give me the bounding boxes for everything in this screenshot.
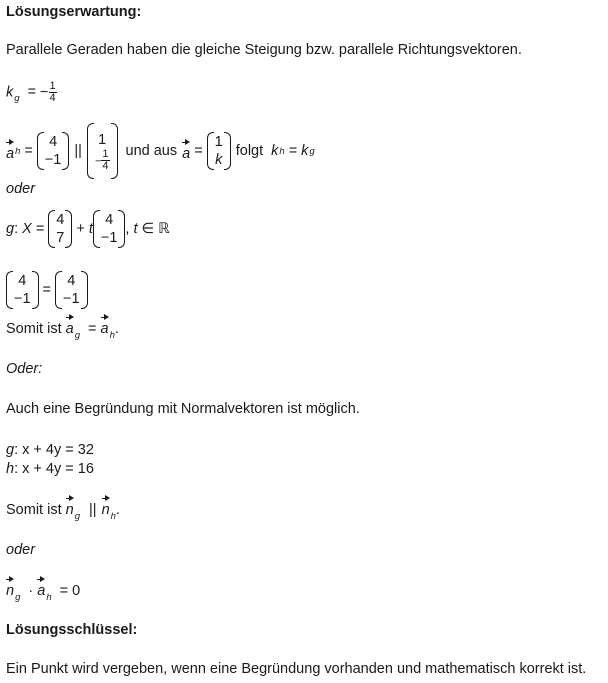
direction-vector-formula: a h = 4 −1 || 1 − $\frac{1}{4}$ und aus a = 1 k folgt k h = k g — [6, 123, 315, 179]
oder-colon-label: Oder: — [6, 361, 43, 377]
somit-ng-nh: Somit ist $n_g$ || $n_h$. — [6, 495, 120, 525]
key-text: Ein Punkt wird vergeben, wenn eine Begründung vorhanden und mathematisch korrekt ist. — [6, 661, 587, 677]
somit-ag-ah: Somit ist $a_g = a_h$. — [6, 314, 119, 344]
heading-key: Lösungsschlüssel: — [6, 622, 138, 638]
oder-label-2: oder — [6, 542, 36, 558]
intro-text: Parallele Geraden haben die gleiche Steigung bzw. parallele Richtungsvektoren. — [6, 42, 522, 58]
kg-formula: $k_g$ = − $\frac{1}{4}$ — [6, 80, 56, 105]
vector-equality: 4 −1 = 4 −1 — [6, 271, 88, 309]
normal-vector-intro: Auch eine Begründung mit Normalvektoren ist möglich. — [6, 401, 360, 417]
dot-product-formula: $n_g \cdot a_h = 0$ — [6, 576, 80, 606]
line-g-parametric: g : X = 4 7 + t 4 −1 , t ∈ ℝ — [6, 212, 170, 246]
equation-h: h: x + 4y = 16 — [6, 461, 94, 477]
oder-label-1: oder — [6, 181, 36, 197]
heading-expectation: Lösungserwartung: — [6, 4, 142, 20]
equation-g: g: x + 4y = 32 — [6, 442, 94, 458]
